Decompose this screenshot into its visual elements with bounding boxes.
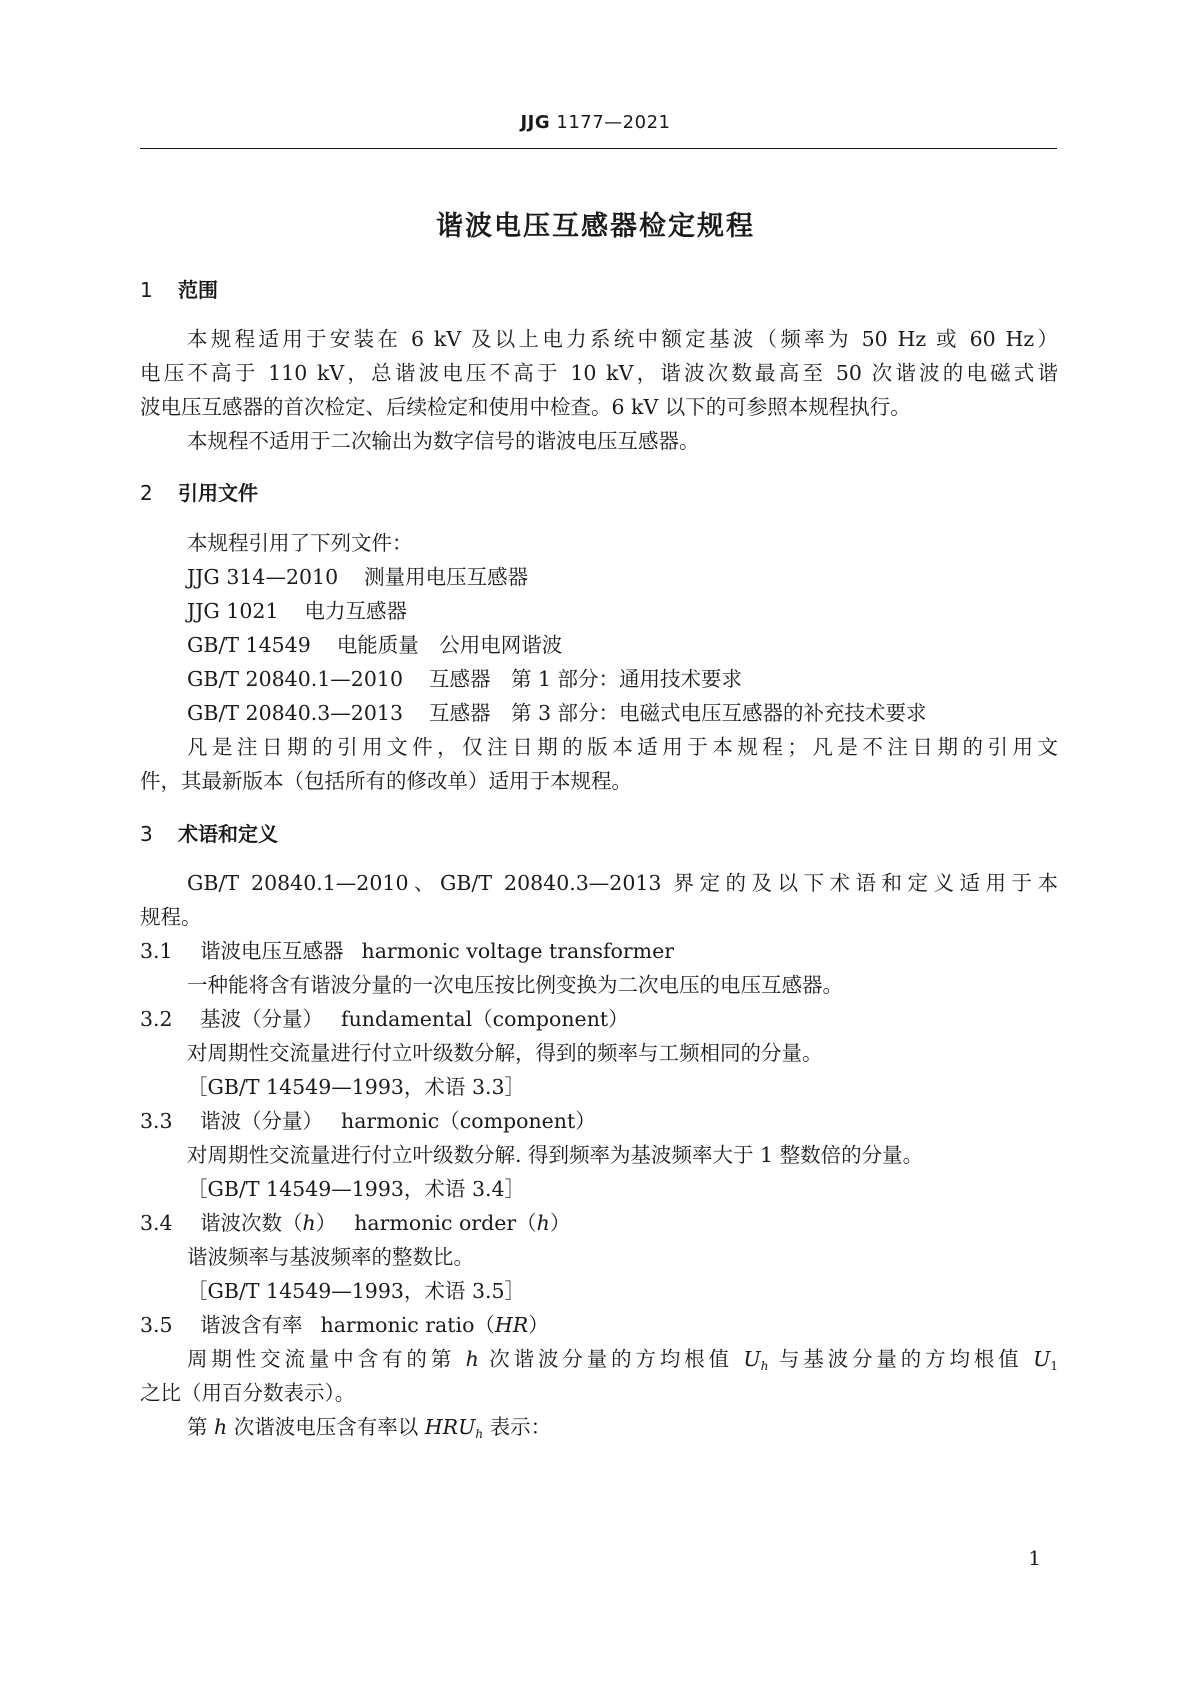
term-zh: 谐波（分量） bbox=[200, 1109, 323, 1133]
variable-h: h bbox=[465, 1347, 479, 1371]
paragraph-line: GB/T 20840.1—2010、GB/T 20840.3—2013 界定的及以下术语和定义适用于本 bbox=[187, 871, 1058, 895]
term-definition bbox=[187, 1346, 1058, 1379]
term-en: harmonic（component） bbox=[341, 1109, 596, 1133]
variable-h: h bbox=[302, 1211, 316, 1235]
variable-hru: HRU bbox=[424, 1415, 476, 1439]
standard-prefix: JJG bbox=[520, 112, 551, 133]
reference-item bbox=[187, 700, 927, 726]
term-en: fundamental（component） bbox=[341, 1007, 629, 1031]
header-rule bbox=[140, 148, 1057, 149]
reference-item bbox=[187, 564, 528, 590]
reference-name: 互感器 第 3 部分：电磁式电压互感器的补充技术要求 bbox=[428, 701, 927, 725]
definition-text: 次谐波分量的方均根值 bbox=[478, 1347, 744, 1371]
reference-code: JJG 314—2010 bbox=[187, 565, 339, 589]
reference-code: GB/T 20840.1—2010 bbox=[187, 667, 403, 691]
paragraph-line: 凡是注日期的引用文件，仅注日期的版本适用于本规程；凡是不注日期的引用文 bbox=[187, 735, 1058, 759]
term-3-3 bbox=[140, 1108, 596, 1134]
subscript-h: h bbox=[760, 1359, 769, 1373]
term-definition-cont: 之比（用百分数表示）。 bbox=[140, 1381, 356, 1405]
reference-code: GB/T 20840.3—2013 bbox=[187, 701, 403, 725]
variable-u: U bbox=[1033, 1347, 1051, 1371]
term-definition: 谐波频率与基波频率的整数比。 bbox=[187, 1245, 474, 1269]
reference-name: 电力互感器 bbox=[304, 599, 407, 623]
paragraph-line: 件，其最新版本（包括所有的修改单）适用于本规程。 bbox=[140, 769, 632, 793]
term-source: ［GB/T 14549—1993，术语 3.3］ bbox=[187, 1075, 526, 1099]
term-3-2 bbox=[140, 1006, 629, 1032]
reference-item bbox=[187, 632, 562, 658]
term-formula-intro bbox=[187, 1414, 551, 1447]
term-en: harmonic order（ bbox=[354, 1211, 537, 1235]
term-definition: 对周期性交流量进行付立叶级数分解，得到的频率与工频相同的分量。 bbox=[187, 1041, 823, 1065]
term-zh: 谐波电压互感器 bbox=[200, 939, 344, 963]
reference-code: JJG 1021 bbox=[187, 599, 279, 623]
section-title: 范围 bbox=[178, 278, 218, 302]
definition-text: 次谐波电压含有率以 bbox=[227, 1415, 425, 1439]
variable-h: h bbox=[214, 1415, 228, 1439]
definition-text: 表示： bbox=[483, 1415, 552, 1439]
subscript-1: 1 bbox=[1050, 1359, 1058, 1373]
reference-name: 电能质量 公用电网谐波 bbox=[336, 633, 563, 657]
reference-name: 测量用电压互感器 bbox=[364, 565, 529, 589]
reference-item bbox=[187, 598, 407, 624]
term-en-close: ） bbox=[528, 1313, 549, 1337]
term-zh: 谐波含有率 bbox=[200, 1313, 303, 1337]
variable-h: h bbox=[536, 1211, 550, 1235]
page-number: 1 bbox=[1028, 1546, 1041, 1570]
term-3-5 bbox=[140, 1312, 549, 1338]
paragraph-line: 本规程适用于安装在 6 kV 及以上电力系统中额定基波（频率为 50 Hz 或 60 Hz） bbox=[187, 327, 1058, 351]
term-number: 3.2 bbox=[140, 1007, 173, 1031]
term-number: 3.1 bbox=[140, 939, 173, 963]
term-source: ［GB/T 14549—1993，术语 3.5］ bbox=[187, 1279, 526, 1303]
term-definition: 对周期性交流量进行付立叶级数分解. 得到频率为基波频率大于 1 整数倍的分量。 bbox=[187, 1143, 924, 1167]
section-title: 引用文件 bbox=[178, 481, 258, 505]
paragraph-line: 本规程引用了下列文件： bbox=[187, 531, 413, 555]
term-number: 3.4 bbox=[140, 1211, 173, 1235]
section-title: 术语和定义 bbox=[178, 822, 278, 846]
subscript-h: h bbox=[475, 1427, 484, 1441]
reference-name: 互感器 第 1 部分：通用技术要求 bbox=[428, 667, 743, 691]
variable-hr: HR bbox=[494, 1313, 529, 1337]
term-number: 3.5 bbox=[140, 1313, 173, 1337]
paragraph-line: 电压不高于 110 kV，总谐波电压不高于 10 kV，谐波次数最高至 50 次谐波的电磁式谐 bbox=[140, 361, 1058, 385]
section-number: 2 bbox=[140, 481, 153, 505]
reference-code: GB/T 14549 bbox=[187, 633, 311, 657]
section-number: 3 bbox=[140, 822, 153, 846]
term-en: harmonic ratio（ bbox=[320, 1313, 495, 1337]
section-1-heading bbox=[140, 277, 218, 303]
term-zh-close: ） bbox=[315, 1211, 337, 1235]
term-number: 3.3 bbox=[140, 1109, 173, 1133]
paragraph-line: 本规程不适用于二次输出为数字信号的谐波电压互感器。 bbox=[187, 429, 700, 453]
term-en-close: ） bbox=[549, 1211, 571, 1235]
term-3-1 bbox=[140, 938, 674, 964]
reference-item bbox=[187, 666, 742, 692]
section-2-heading bbox=[140, 480, 258, 506]
variable-u: U bbox=[743, 1347, 761, 1371]
standard-number: 1177—2021 bbox=[550, 112, 671, 133]
term-definition: 一种能将含有谐波分量的一次电压按比例变换为二次电压的电压互感器。 bbox=[187, 973, 843, 997]
section-number: 1 bbox=[140, 278, 153, 302]
definition-text: 周期性交流量中含有的第 bbox=[187, 1347, 466, 1371]
term-zh: 基波（分量） bbox=[200, 1007, 323, 1031]
definition-text: 第 bbox=[187, 1415, 215, 1439]
term-zh: 谐波次数（ bbox=[200, 1211, 303, 1235]
term-3-4 bbox=[140, 1210, 570, 1236]
document-title: 谐波电压互感器检定规程 bbox=[436, 211, 755, 242]
term-source: ［GB/T 14549—1993，术语 3.4］ bbox=[187, 1177, 526, 1201]
section-3-heading bbox=[140, 821, 278, 847]
definition-text: 与基波分量的方均根值 bbox=[768, 1347, 1034, 1371]
page-header bbox=[0, 112, 1191, 133]
paragraph-line: 规程。 bbox=[140, 905, 202, 929]
paragraph-line: 波电压互感器的首次检定、后续检定和使用中检查。6 kV 以下的可参照本规程执行。 bbox=[140, 395, 911, 419]
term-en: harmonic voltage transformer bbox=[361, 939, 675, 963]
